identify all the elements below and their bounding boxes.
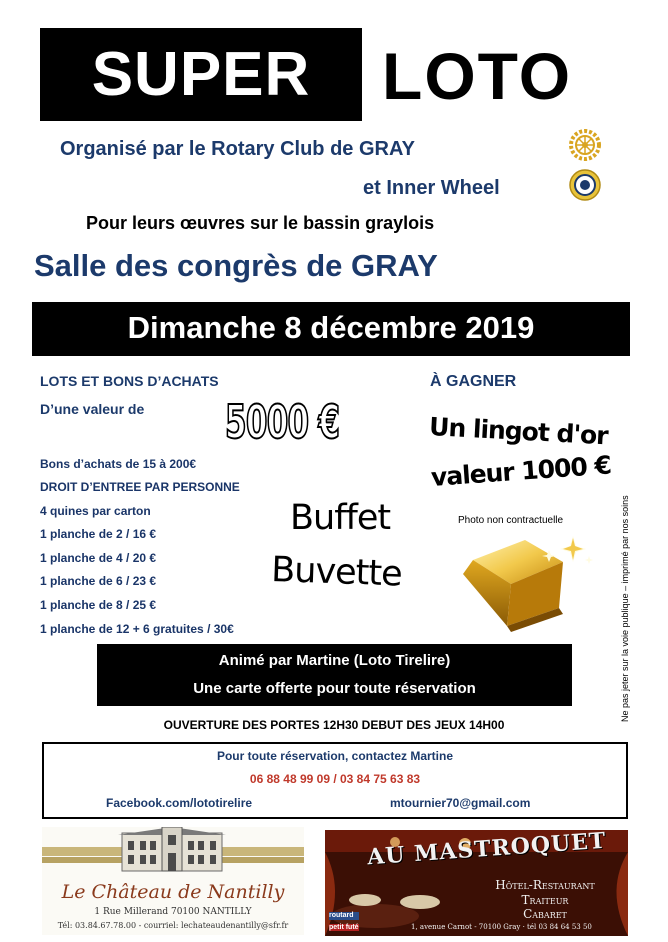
purpose-line: Pour leurs œuvres sur le bassin graylois xyxy=(86,213,435,233)
price-item: 4 quines par carton xyxy=(40,504,151,518)
buvette-text: Buvette xyxy=(270,550,403,595)
mastroquet-line-2: Traiteur xyxy=(521,893,569,907)
price-item: 1 planche de 8 / 25 € xyxy=(40,598,157,612)
entry-line: DROIT D’ENTREE PAR PERSONNE xyxy=(40,480,240,494)
inner-wheel-line: et Inner Wheel xyxy=(363,177,500,199)
value-label: D’une valeur de xyxy=(40,401,145,417)
price-item: 1 planche de 4 / 20 € xyxy=(40,551,157,565)
vouchers-line: Bons d’achats de 15 à 200€ xyxy=(40,457,197,471)
facebook-link[interactable]: Facebook.com/lototirelire xyxy=(106,796,253,810)
side-note: Ne pas jeter sur la voie publique – imprimé par nos soins xyxy=(620,495,630,722)
mastroquet-name: AU MASTROQUET xyxy=(366,827,608,871)
gold-line-1: Un lingot d'or xyxy=(428,412,609,451)
mastroquet-line-3: Cabaret xyxy=(523,907,567,921)
chateau-name: Le Château de Nantilly xyxy=(61,881,285,903)
to-win-heading: À GAGNER xyxy=(430,373,517,390)
gold-line-2: valeur 1000 € xyxy=(430,450,612,492)
routard-badge: routard xyxy=(329,912,354,919)
rotary-wheel-icon xyxy=(568,128,602,162)
price-item: 1 planche de 2 / 16 € xyxy=(40,527,157,541)
title-loto: LOTO xyxy=(382,39,573,113)
contact-intro: Pour toute réservation, contactez Martine xyxy=(216,749,454,763)
contact-phones: 06 88 48 99 09 / 03 84 75 63 83 xyxy=(249,772,421,786)
chateau-contact: Tél: 03.84.67.78.00 - courriel: lechateaudenantilly@sfr.fr xyxy=(57,921,289,930)
animation-box xyxy=(97,644,572,706)
petit-fute-badge: petit futé xyxy=(329,924,359,931)
prize-value: 5000 € xyxy=(225,395,340,449)
contact-box xyxy=(42,742,628,819)
opening-hours: OUVERTURE DES PORTES 12H30 DEBUT DES JEUX 14H00 xyxy=(163,718,505,732)
animation-line-1: Animé par Martine (Loto Tirelire) xyxy=(218,652,451,669)
prizes-heading: LOTS ET BONS D’ACHATS xyxy=(40,373,219,389)
venue-title: Salle des congrès de GRAY xyxy=(34,248,438,283)
email-link[interactable]: mtournier70@gmail.com xyxy=(390,796,531,810)
mastroquet-line-1: Hôtel-Restaurant xyxy=(495,878,595,892)
chateau-sponsor xyxy=(42,827,304,935)
buffet-text: Buffet xyxy=(290,498,391,538)
organizer-line: Organisé par le Rotary Club de GRAY xyxy=(60,138,415,160)
date-band: Dimanche 8 décembre 2019 xyxy=(32,302,630,356)
price-item: 1 planche de 12 + 6 gratuites / 30€ xyxy=(40,622,234,636)
price-item: 1 planche de 6 / 23 € xyxy=(40,574,157,588)
title-super: SUPER xyxy=(40,28,362,121)
animation-line-2: Une carte offerte pour toute réservation xyxy=(193,680,476,697)
mastroquet-address: 1, avenue Carnot - 70100 Gray · tél 03 84 64 53 50 xyxy=(411,923,592,931)
inner-wheel-icon xyxy=(568,168,602,202)
chateau-address: 1 Rue Millerand 70100 NANTILLY xyxy=(94,907,252,917)
mastroquet-sponsor xyxy=(325,827,628,936)
chateau-building-icon xyxy=(42,827,304,879)
gold-bar-image xyxy=(455,522,605,632)
photo-note: Photo non contractuelle xyxy=(458,515,564,526)
